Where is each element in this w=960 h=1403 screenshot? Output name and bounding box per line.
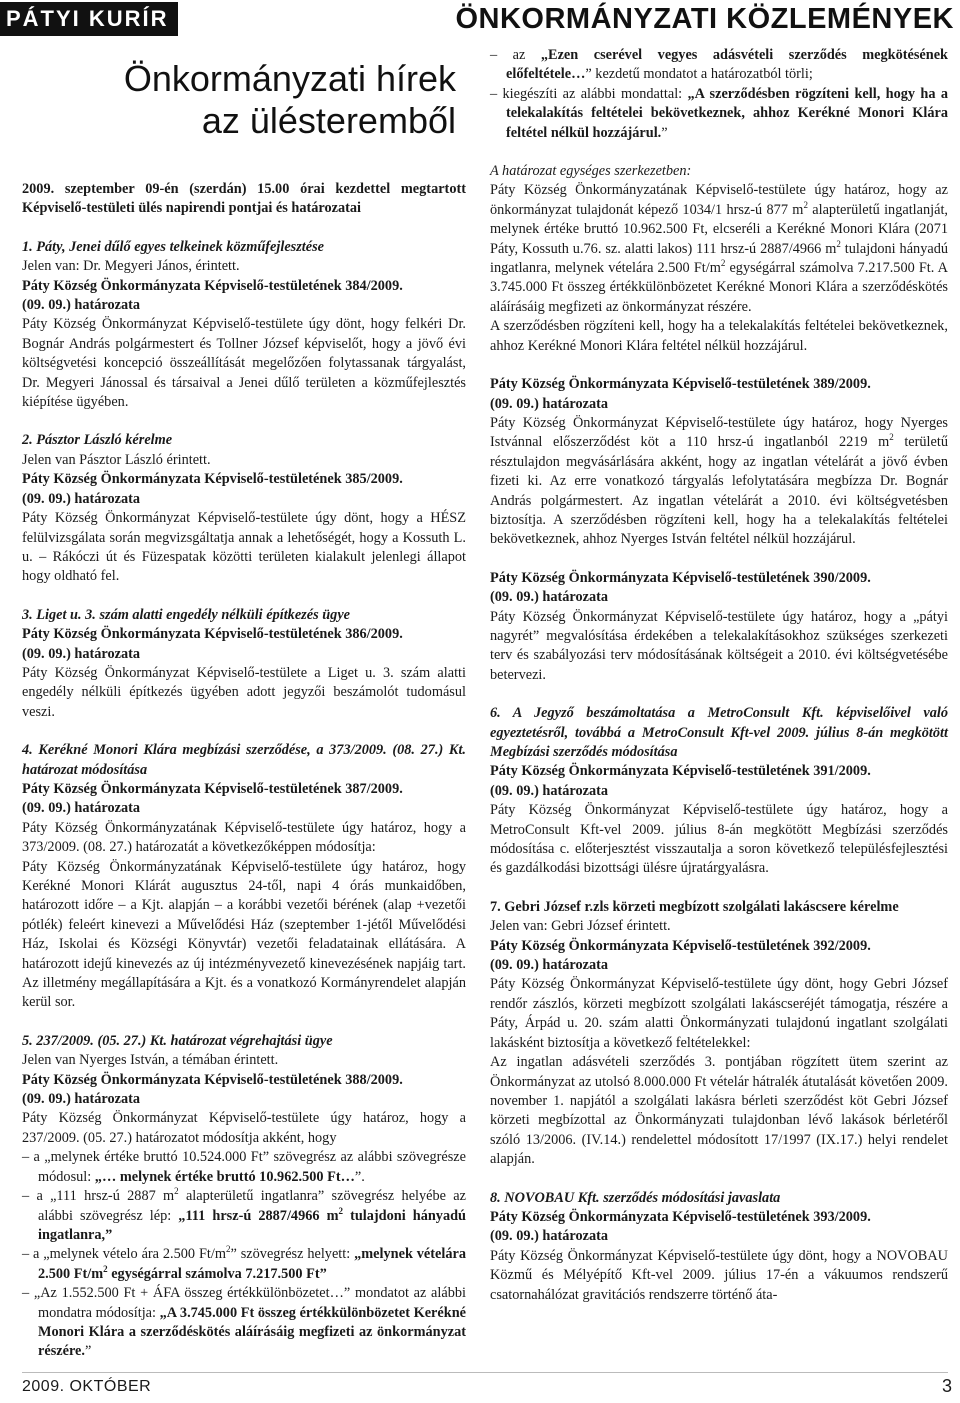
resolution-384-title: Páty Község Önkormányzata Képviselő-testületének 384/2009.: [22, 277, 403, 294]
footer-divider: [22, 1372, 948, 1373]
resolution-392-title: Páty Község Önkormányzata Képviselő-testületének 392/2009.: [490, 937, 871, 954]
resolution-388-body: Páty Község Önkormányzat Képviselő-testülete úgy határoz, hogy a 237/2009. (05. 27.) határozatot módosítja akként, hogy: [22, 1110, 466, 1146]
resolution-389-body: Páty Község Önkormányzat Képviselő-testülete úgy határoz, hogy Nyerges Istvánnal előszerződést köt a 110 hrsz-ú ingatlanból 2219 $m^2$ területű résztulajdon megvásárlására akként, hogy az ingatlan vételárát a jövő évben fizeti ki. Az erre vonatkozó tárgyalás lefolytatására megbízza Dr. Bognár András polgármestert. Az ingatlan vételárát a 2010. évi költségvetésben biztosítja. A szerződésben rögzíteni kell, hogy ha a telekalakítás feltételei bekövetkeznek, ahhoz Nyerges István feltétel nélkül hozzájárul.: [490, 414, 948, 548]
resolution-387-body-2: Páty Község Önkormányzatának Képviselő-testülete úgy határoz, hogy Kerékné Monori Klárát augusztus 24-től, napi 4 órás munkaidőben, határozott időre – a Kjt. alapján – a korábbi vezetői bérének (alap +vezetői pótlék) feleért kinevezi a Művelődési Ház (szeptember 1-jétől Művelődési Ház, Iskolai és Községi Könyvtár) vezetői feladatainak ellátására. A határozott idejű kinevezés az új intézményvezető kinevezésének napjáig tart. Az illetmény megállapítására a Kjt. és a vonatkozó Kormányrendelet alapján kerül sor.: [22, 858, 466, 1011]
resolution-390-body: Páty Község Önkormányzat Képviselő-testülete úgy határoz, hogy a „pátyi nagyrét” megvalósítása érdekében a telekalakításokhoz szükséges szerkezeti terv és szabályozási terv módosításának költségeit a 2010. évi költségvetésébe betervezi.: [490, 608, 948, 683]
resolution-387-date: (09. 09.) határozata: [22, 800, 141, 817]
resolution-384-body: Páty Község Önkormányzat Képviselő-testülete úgy dönt, hogy felkéri Dr. Bognár András polgármestert és Tollner József képviselőt, hogy a jövő évi költségvetési koncepció összeállítását megelőzően folytassanak tárgyalást, Dr. Megyeri Jánossal és társaival a Jenei dűlő területen a közműfejlesztés kiépítése ügyében.: [22, 316, 466, 411]
resolution-389-date: (09. 09.) határozata: [490, 395, 609, 412]
agenda-item-5-title: 5. 237/2009. (05. 27.) Kt. határozat végrehajtási ügye: [22, 1032, 333, 1049]
resolution-390-title: Páty Község Önkormányzata Képviselő-testületének 390/2009.: [490, 569, 871, 586]
resolution-393-body: Páty Község Önkormányzat Képviselő-testülete úgy dönt, hogy a NOVOBAU Közmű és Mélyépítő Kft-vel 2009. július 17-én a vákuumos rendszerű csatornahálózat gravitációs rendszerre történő áta-: [490, 1247, 948, 1303]
issue-date: 2009. OKTÓBER: [22, 1378, 152, 1395]
agenda-item-3-title: 3. Liget u. 3. szám alatti engedély nélküli építkezés ügye: [22, 606, 351, 623]
amendment-5: – az „Ezen cserével vegyes adásvételi szerződés megkötésének előfeltétele…” kezdetű mondatot a határozatból törli;: [490, 47, 949, 83]
agenda-item-1-present: Jelen van: Dr. Megyeri János, érintett.: [22, 258, 240, 275]
unified-label: A határozat egységes szerkezetben:: [490, 163, 692, 180]
agenda-item-2-title: 2. Pásztor László kérelme: [22, 432, 173, 449]
agenda-item-1-title: 1. Páty, Jenei dűlő egyes telkeinek közműfejlesztése: [22, 238, 325, 255]
resolution-387-body-1: Páty Község Önkormányzatának Képviselő-testülete úgy határoz, hogy a 373/2009. (08. 27.) határozatát a következőképpen módosítja:: [22, 819, 466, 856]
resolution-390-date: (09. 09.) határozata: [490, 589, 609, 606]
meeting-intro: 2009. szeptember 09-én (szerdán) 15.00 órai kezdettel megtartott Képviselő-testületi ülés napirendi pontjai és határozatai: [22, 181, 466, 217]
unified-body-2: A szerződésben rögzíteni kell, hogy ha a telekalakítás feltételei bekövetkeznek, ahhoz Kerékné Monori Klára feltétel nélkül hozzájárul.: [490, 318, 948, 354]
top-bar: [0, 0, 960, 38]
resolution-392-date: (09. 09.) határozata: [490, 957, 609, 974]
amendment-4: – „Az 1.552.500 Ft + ÁFA összeg értékkülönbözetet…” mondatot az alábbi mondatra módosítja: „A 3.745.000 Ft összeg értékkülönbözetet Kerékné Monori Klára a szerződéskötés aláírásáig megfizeti az önkormányzat részére.”: [22, 1285, 466, 1360]
resolution-393-title: Páty Község Önkormányzata Képviselő-testületének 393/2009.: [490, 1208, 871, 1225]
amendment-6: – kiegészíti az alábbi mondattal: „A szerződésben rögzíteni kell, hogy ha a telekalakítás feltételei bekövetkeznek, ahhoz Kerékné Monori Klára feltétel nélkül hozzájárul.”: [490, 85, 948, 141]
headline-line-2: az ülésteremből: [201, 100, 456, 141]
resolution-385-date: (09. 09.) határozata: [22, 490, 141, 507]
resolution-392-body-2: Az ingatlan adásvételi szerződés 3. pontjában rögzített ütem szerint az Önkormányzat az utolsó 8.000.000 Ft vételár hátralék átutalását követően 2009. november 1. napjától a szolgálati lakásra bérleti szerződést köt Gebri József körzeti megbízottal az Önkormányzati tulajdonban lévő lakások bérletéről szóló 13/2006. (IV.14.) rendelettel módosított 17/1997 (IX.17.) helyi rendelet alapján.: [490, 1054, 948, 1168]
resolution-385-body: Páty Község Önkormányzat Képviselő-testülete úgy dönt, hogy a HÉSZ felülvizsgálata során megvizsgáltatja annak a lehetőségét, hogy a Kossuth L. u. – Rákóczi út és Füzespatak közötti területen kialakult jelenlegi állapot hogy oldható fel.: [22, 510, 466, 585]
agenda-item-4-title: 4. Kerékné Monori Klára megbízási szerződése, a 373/2009. (08. 27.) Kt. határozat módosítása: [22, 742, 466, 778]
resolution-393-date: (09. 09.) határozata: [490, 1228, 609, 1245]
amendment-2: – a „111 hrsz-ú 2887 $m^2$ alapterületű ingatlanra” szövegrész helyébe az alábbi szövegrész lép: „111 hrsz-ú 2887/4966 $m^2$ tulajdoni hányadú ingatlanra,”: [22, 1186, 466, 1243]
page-number: 3: [941, 1376, 952, 1396]
section-heading: ÖNKORMÁNYZATI KÖZLEMÉNYEK: [455, 3, 954, 35]
resolution-384-date: (09. 09.) határozata: [22, 297, 141, 314]
amendment-1: – a „melynek értéke bruttó 10.524.000 Ft” szövegrész az alábbi szövegrésze módosul: „… melynek értéke bruttó 10.962.500 Ft…”.: [22, 1149, 466, 1185]
resolution-387-title: Páty Község Önkormányzata Képviselő-testületének 387/2009.: [22, 780, 403, 797]
article-headline: [22, 58, 456, 142]
agenda-item-7-present: Jelen van: Gebri József érintett.: [490, 918, 671, 935]
resolution-391-title: Páty Község Önkormányzata Képviselő-testületének 391/2009.: [490, 763, 871, 780]
resolution-388-date: (09. 09.) határozata: [22, 1091, 141, 1108]
amendment-3: – a „melynek vételo ára 2.500 $Ft/m^2$” szövegrész helyett: „melynek vételára 2.500 $Ft/m^2$ egységárral számolva 7.217.500 Ft”: [22, 1244, 467, 1282]
masthead-logo: PÁTYI KURÍR: [0, 2, 178, 36]
right-column: [490, 46, 948, 1305]
resolution-386-body: Páty Község Önkormányzat Képviselő-testülete a Liget u. 3. szám alatti engedély nélküli építkezés ügyében adott jegyzői beszámolót tudomásul veszi.: [22, 664, 466, 720]
resolution-392-body-1: Páty Község Önkormányzat Képviselő-testülete úgy dönt, hogy Gebri József rendőr zászlós, körzeti megbízott szolgálati lakáscseréjét támogatja, részére a Páty, Árpád u. 20. szám alatti Önkormányzati tulajdonú ingatlant szolgálati lakásként biztosítja a következő feltételekkel:: [490, 976, 948, 1051]
resolution-386-date: (09. 09.) határozata: [22, 645, 141, 662]
resolution-388-title: Páty Község Önkormányzata Képviselő-testületének 388/2009.: [22, 1071, 403, 1088]
resolution-391-date: (09. 09.) határozata: [490, 782, 609, 799]
resolution-385-title: Páty Község Önkormányzata Képviselő-testületének 385/2009.: [22, 471, 403, 488]
agenda-item-5-present: Jelen van Nyerges István, a témában érintett.: [22, 1052, 279, 1069]
headline-line-1: Önkormányzati hírek: [123, 58, 456, 99]
left-column: [22, 46, 466, 1362]
resolution-386-title: Páty Község Önkormányzata Képviselő-testületének 386/2009.: [22, 626, 403, 643]
unified-body-1: Páty Község Önkormányzatának Képviselő-testülete úgy határoz, hogy az önkormányzat tulajdonát képező 1034/1 hrsz-ú 877 $m^2$ alapterületű ingatlanját, melynek értéke bruttó 10.962.500 Ft, elcseréli a Kerékné Monori Klára (2071 Páty, Kossuth u.76. sz. alatti lakos) 111 hrsz-ú 2887/4966 $m^2$ tulajdoni hányadú ingatlanra, melynek vételára 2.500 $Ft/m^2$ egységárral számolva 7.217.500 Ft. A 3.745.000 Ft összeg értékkülönbözetet Kerékné Monori Klára a szerződéskötés aláírásáig megfizeti az önkormányzat részére.: [490, 182, 949, 315]
agenda-item-6-title: 6. A Jegyző beszámoltatása a MetroConsult Kft. képviselőivel való egyeztetésről, továbbá a MetroConsult Kft-vel 2009. július 8-án megkötött Megbízási szerződés módosítása: [490, 705, 948, 760]
resolution-391-body: Páty Község Önkormányzat Képviselő-testülete úgy határoz, hogy a MetroConsult Kft-vel 2009. július 8-án megkötött Megbízási szerződés módosítása c. előterjesztést visszautalja a soron következő településfejlesztési és gazdálkodási bizottsági ülésre újratárgyalásra.: [490, 802, 948, 877]
agenda-item-7-title: 7. Gebri József r.zls körzeti megbízott szolgálati lakáscsere kérelme: [490, 898, 899, 915]
agenda-item-8-title: 8. NOVOBAU Kft. szerződés módosítási javaslata: [490, 1189, 781, 1206]
agenda-item-2-present: Jelen van Pásztor László érintett.: [22, 451, 211, 468]
resolution-389-title: Páty Község Önkormányzata Képviselő-testületének 389/2009.: [490, 376, 871, 393]
